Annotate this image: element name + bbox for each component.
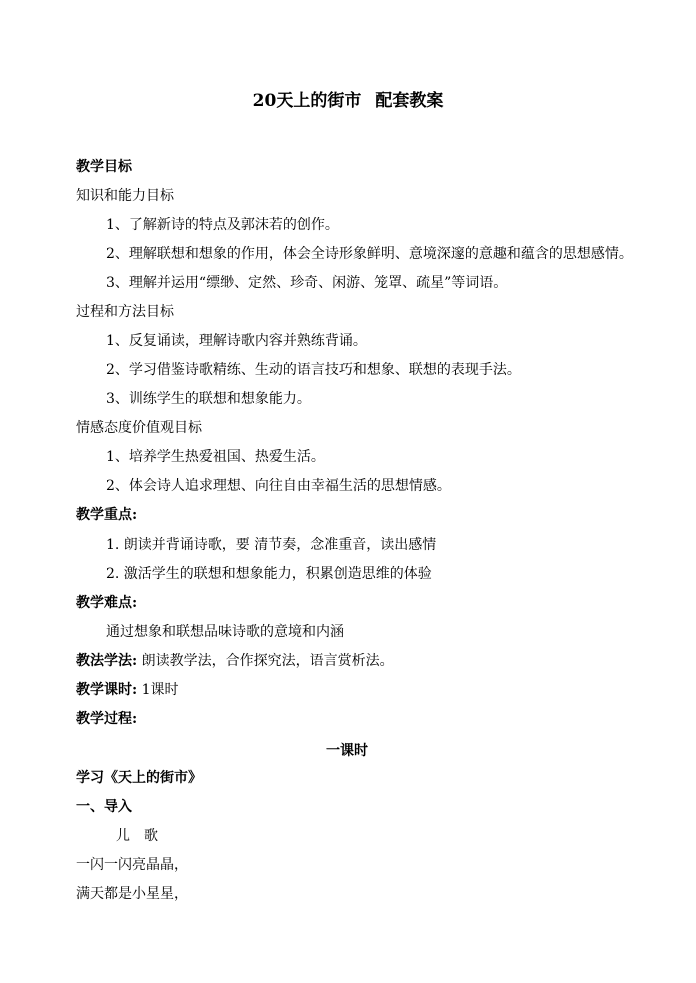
process-item: 2、学习借鉴诗歌精练、生动的语言技巧和想象、联想的表现手法。 <box>106 362 521 378</box>
knowledge-heading: 知识和能力目标 <box>76 188 174 204</box>
objectives-heading: 教学目标 <box>76 159 132 175</box>
lesson-label: 一课时 <box>326 743 368 759</box>
intro-heading: 一、导入 <box>76 799 132 815</box>
class-hours-text: 1课时 <box>141 682 179 698</box>
knowledge-item: 1、了解新诗的特点及郭沫若的创作。 <box>106 217 339 233</box>
song-title: 儿 歌 <box>116 828 158 844</box>
knowledge-item: 2、理解联想和想象的作用，体会全诗形象鲜明、意境深邃的意趣和蕴含的思想感情。 <box>106 246 633 262</box>
methods-label: 教法学法: <box>76 653 138 669</box>
key-point-item: 2. 激活学生的联想和想象能力，积累创造思维的体验 <box>106 566 432 582</box>
difficult-points-heading: 教学难点: <box>76 595 138 611</box>
emotion-item: 2、体会诗人追求理想、向往自由幸福生活的思想情感。 <box>106 478 451 494</box>
process-item: 1、反复诵读，理解诗歌内容并熟练背诵。 <box>106 333 367 349</box>
title-main: 20天上的街市 <box>252 91 362 111</box>
process-section-heading: 教学过程: <box>76 711 138 727</box>
class-hours-line <box>76 681 179 699</box>
title-sub: 配套教案 <box>375 91 444 111</box>
document-title <box>0 86 696 111</box>
emotion-heading: 情感态度价值观目标 <box>76 420 202 436</box>
emotion-item: 1、培养学生热爱祖国、热爱生活。 <box>106 449 325 465</box>
song-line: 满天都是小星星， <box>76 886 188 902</box>
key-point-item: 1. 朗读并背诵诗歌，要 清节奏，念准重音，读出感情 <box>106 537 437 553</box>
methods-text: 朗读教学法，合作探究法，语言赏析法。 <box>141 653 394 669</box>
song-line: 一闪一闪亮晶晶， <box>76 857 188 873</box>
difficult-points-text: 通过想象和联想品味诗歌的意境和内涵 <box>106 624 344 640</box>
knowledge-item: 3、理解并运用“缥缈、定然、珍奇、闲游、笼罩、疏星”等词语。 <box>106 275 508 291</box>
study-heading: 学习《天上的街市》 <box>76 770 202 786</box>
key-points-heading: 教学重点: <box>76 507 138 523</box>
methods-line <box>76 652 394 670</box>
process-heading: 过程和方法目标 <box>76 304 174 320</box>
class-hours-label: 教学课时: <box>76 682 138 698</box>
process-item: 3、训练学生的联想和想象能力。 <box>106 391 311 407</box>
